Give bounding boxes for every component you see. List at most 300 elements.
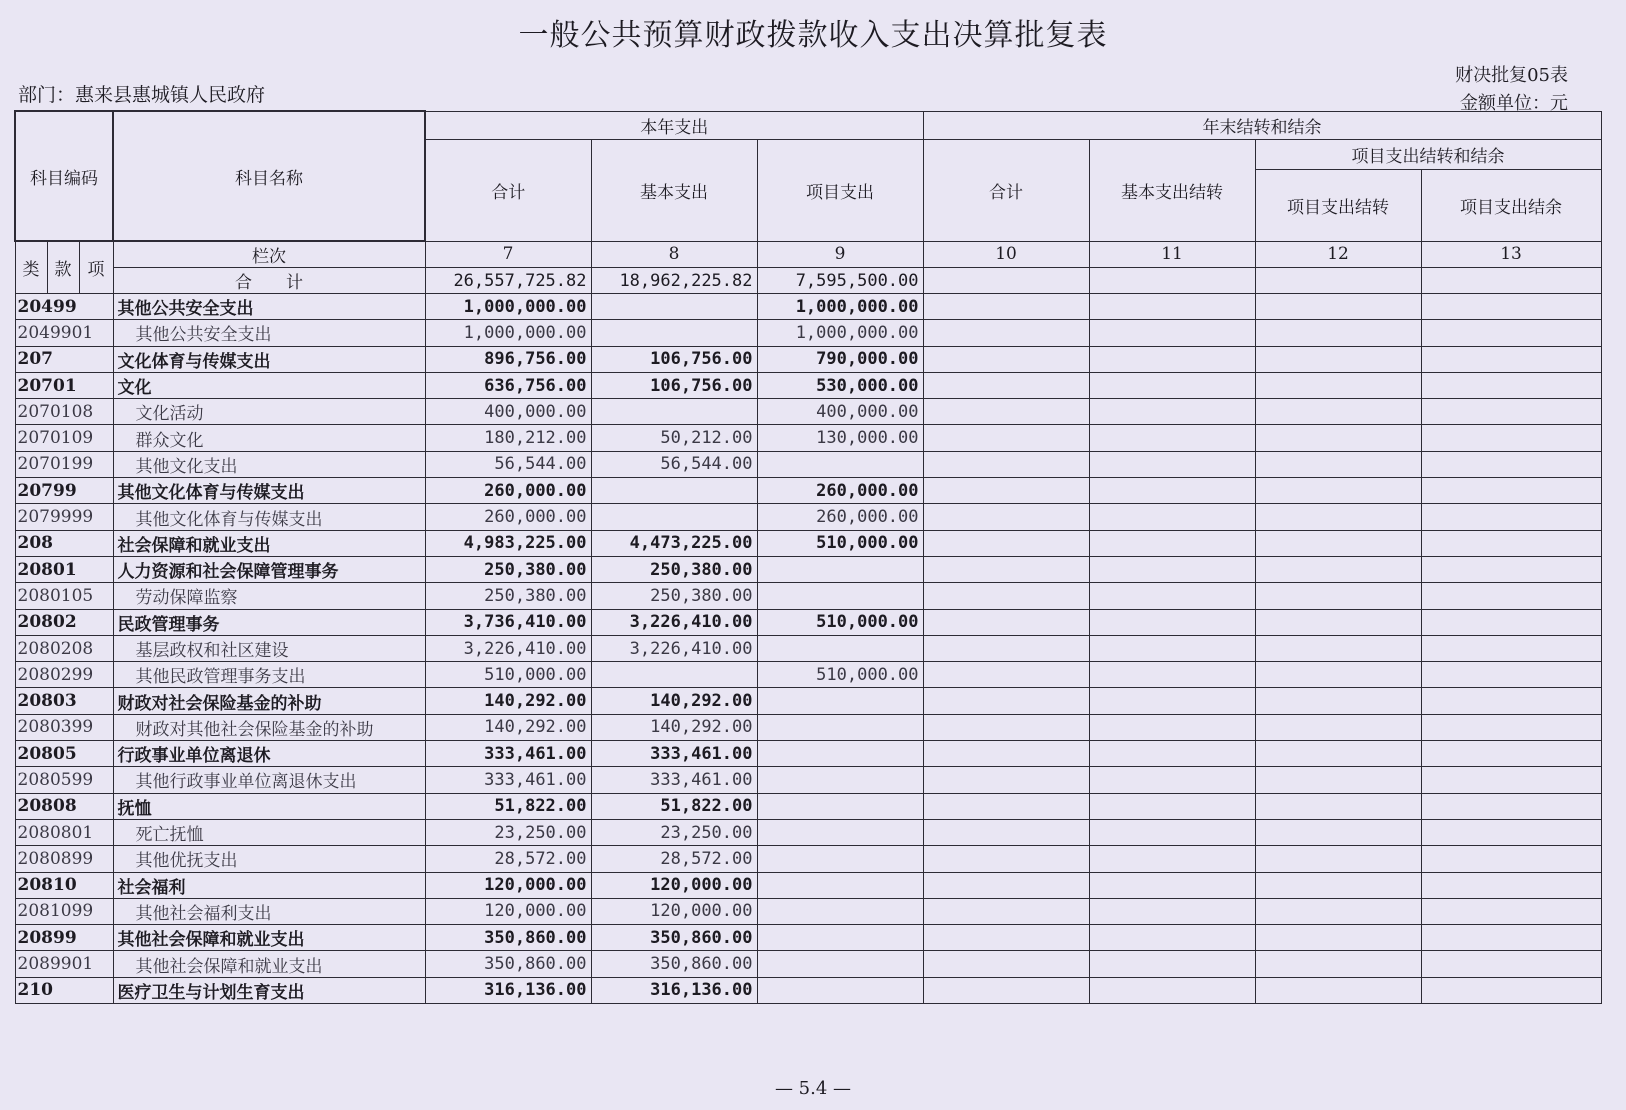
row-project: 530,000.00 — [757, 372, 923, 398]
row-empty-cell — [1255, 662, 1421, 688]
row-empty-cell — [1421, 425, 1601, 451]
row-empty-cell — [1255, 741, 1421, 767]
row-empty-cell — [1089, 372, 1255, 398]
row-project — [757, 451, 923, 477]
row-empty-cell — [1421, 898, 1601, 924]
row-total: 56,544.00 — [425, 451, 591, 477]
table-row — [15, 714, 1601, 740]
sum-total: 26,557,725.82 — [425, 268, 591, 294]
table-row — [15, 399, 1601, 425]
table-row — [15, 872, 1601, 898]
row-empty-cell — [1089, 451, 1255, 477]
row-empty-cell — [1089, 741, 1255, 767]
row-empty-cell — [923, 425, 1089, 451]
row-empty-cell — [923, 714, 1089, 740]
row-name: 其他社会保障和就业支出 — [113, 925, 425, 951]
row-empty-cell — [923, 320, 1089, 346]
sum-empty-cell — [1089, 268, 1255, 294]
row-project: 400,000.00 — [757, 399, 923, 425]
row-total: 4,983,225.00 — [425, 530, 591, 556]
row-project: 790,000.00 — [757, 346, 923, 372]
table-row — [15, 294, 1601, 320]
row-basic: 140,292.00 — [591, 714, 757, 740]
row-code: 2079999 — [15, 504, 113, 530]
row-empty-cell — [1255, 846, 1421, 872]
row-basic: 56,544.00 — [591, 451, 757, 477]
row-basic: 106,756.00 — [591, 346, 757, 372]
row-empty-cell — [1089, 346, 1255, 372]
row-code: 2070108 — [15, 399, 113, 425]
row-code: 20499 — [15, 294, 113, 320]
row-empty-cell — [923, 741, 1089, 767]
row-code: 2089901 — [15, 951, 113, 977]
row-empty-cell — [1421, 977, 1601, 1003]
header-project: 项目支出 — [757, 139, 923, 241]
col-num-13: 13 — [1421, 241, 1601, 268]
row-basic: 316,136.00 — [591, 977, 757, 1003]
row-empty-cell — [1255, 451, 1421, 477]
table-row — [15, 346, 1601, 372]
row-project — [757, 925, 923, 951]
row-total: 3,226,410.00 — [425, 635, 591, 661]
row-code: 20701 — [15, 372, 113, 398]
row-project — [757, 977, 923, 1003]
row-basic — [591, 504, 757, 530]
row-total: 140,292.00 — [425, 714, 591, 740]
row-name: 死亡抚恤 — [113, 819, 425, 845]
row-empty-cell — [1089, 767, 1255, 793]
sum-empty-cell — [1255, 268, 1421, 294]
row-name: 文化活动 — [113, 399, 425, 425]
table-row — [15, 846, 1601, 872]
table-row — [15, 662, 1601, 688]
header-project-carry: 项目支出结转 — [1255, 169, 1421, 241]
row-empty-cell — [1089, 504, 1255, 530]
row-project — [757, 793, 923, 819]
row-name: 民政管理事务 — [113, 609, 425, 635]
row-basic — [591, 662, 757, 688]
header-xiang: 项 — [79, 241, 113, 294]
row-code: 2080801 — [15, 819, 113, 845]
table-row — [15, 951, 1601, 977]
row-code: 20808 — [15, 793, 113, 819]
col-num-7: 7 — [425, 241, 591, 268]
row-total: 1,000,000.00 — [425, 294, 591, 320]
table-row — [15, 451, 1601, 477]
row-basic: 3,226,410.00 — [591, 635, 757, 661]
row-empty-cell — [1421, 846, 1601, 872]
row-name: 其他文化体育与传媒支出 — [113, 478, 425, 504]
row-empty-cell — [1421, 688, 1601, 714]
row-empty-cell — [1255, 951, 1421, 977]
row-name: 人力资源和社会保障管理事务 — [113, 556, 425, 582]
row-empty-cell — [1255, 819, 1421, 845]
row-empty-cell — [1421, 767, 1601, 793]
row-name: 劳动保障监察 — [113, 583, 425, 609]
row-empty-cell — [1089, 320, 1255, 346]
row-code: 207 — [15, 346, 113, 372]
row-empty-cell — [1255, 294, 1421, 320]
row-empty-cell — [1255, 372, 1421, 398]
row-name: 行政事业单位离退休 — [113, 741, 425, 767]
table-row — [15, 320, 1601, 346]
row-empty-cell — [1255, 688, 1421, 714]
row-empty-cell — [923, 346, 1089, 372]
row-empty-cell — [1255, 556, 1421, 582]
row-basic: 28,572.00 — [591, 846, 757, 872]
row-empty-cell — [923, 609, 1089, 635]
row-empty-cell — [923, 530, 1089, 556]
row-empty-cell — [1255, 609, 1421, 635]
table-row — [15, 583, 1601, 609]
row-empty-cell — [1255, 399, 1421, 425]
header-year-end-total: 合计 — [923, 139, 1089, 241]
row-total: 250,380.00 — [425, 556, 591, 582]
header-basic-carry: 基本支出结转 — [1089, 139, 1255, 241]
row-project — [757, 951, 923, 977]
row-empty-cell — [923, 662, 1089, 688]
row-empty-cell — [1089, 635, 1255, 661]
row-empty-cell — [1255, 320, 1421, 346]
row-empty-cell — [923, 767, 1089, 793]
row-name: 抚恤 — [113, 793, 425, 819]
row-empty-cell — [1089, 478, 1255, 504]
row-empty-cell — [1421, 294, 1601, 320]
row-empty-cell — [1089, 530, 1255, 556]
row-basic: 106,756.00 — [591, 372, 757, 398]
row-project — [757, 767, 923, 793]
row-empty-cell — [1089, 688, 1255, 714]
table-row — [15, 925, 1601, 951]
row-code: 2049901 — [15, 320, 113, 346]
row-code: 2080399 — [15, 714, 113, 740]
row-basic: 333,461.00 — [591, 741, 757, 767]
row-empty-cell — [1089, 793, 1255, 819]
budget-table — [14, 110, 1602, 1004]
header-total: 合计 — [425, 139, 591, 241]
row-empty-cell — [923, 372, 1089, 398]
row-total: 120,000.00 — [425, 898, 591, 924]
col-num-11: 11 — [1089, 241, 1255, 268]
row-empty-cell — [1421, 635, 1601, 661]
row-name: 文化 — [113, 372, 425, 398]
row-empty-cell — [1089, 846, 1255, 872]
row-code: 20805 — [15, 741, 113, 767]
row-empty-cell — [923, 819, 1089, 845]
row-basic: 350,860.00 — [591, 925, 757, 951]
row-total: 28,572.00 — [425, 846, 591, 872]
row-empty-cell — [923, 977, 1089, 1003]
table-row — [15, 741, 1601, 767]
row-total: 51,822.00 — [425, 793, 591, 819]
header-basic: 基本支出 — [591, 139, 757, 241]
row-name: 财政对社会保险基金的补助 — [113, 688, 425, 714]
row-empty-cell — [1089, 977, 1255, 1003]
row-empty-cell — [1089, 925, 1255, 951]
row-empty-cell — [923, 688, 1089, 714]
table-row — [15, 425, 1601, 451]
row-total: 260,000.00 — [425, 504, 591, 530]
sum-empty-cell — [923, 268, 1089, 294]
row-empty-cell — [1421, 662, 1601, 688]
row-empty-cell — [1421, 609, 1601, 635]
row-name: 其他公共安全支出 — [113, 294, 425, 320]
row-empty-cell — [1421, 925, 1601, 951]
row-total: 350,860.00 — [425, 951, 591, 977]
row-empty-cell — [1089, 583, 1255, 609]
row-name: 其他文化体育与传媒支出 — [113, 504, 425, 530]
row-empty-cell — [923, 793, 1089, 819]
row-empty-cell — [1089, 399, 1255, 425]
row-basic: 250,380.00 — [591, 556, 757, 582]
row-empty-cell — [1255, 872, 1421, 898]
row-empty-cell — [923, 635, 1089, 661]
table-row — [15, 635, 1601, 661]
row-empty-cell — [1421, 556, 1601, 582]
row-empty-cell — [1255, 898, 1421, 924]
table-row — [15, 898, 1601, 924]
row-project — [757, 688, 923, 714]
row-empty-cell — [923, 872, 1089, 898]
col-num-12: 12 — [1255, 241, 1421, 268]
row-code: 2070109 — [15, 425, 113, 451]
row-project — [757, 872, 923, 898]
page-title: 一般公共预算财政拨款收入支出决算批复表 — [518, 18, 1108, 53]
row-empty-cell — [1089, 609, 1255, 635]
row-basic: 23,250.00 — [591, 819, 757, 845]
row-total: 180,212.00 — [425, 425, 591, 451]
row-code: 210 — [15, 977, 113, 1003]
row-empty-cell — [1255, 977, 1421, 1003]
row-code: 20803 — [15, 688, 113, 714]
row-basic: 333,461.00 — [591, 767, 757, 793]
row-name: 群众文化 — [113, 425, 425, 451]
row-total: 896,756.00 — [425, 346, 591, 372]
row-empty-cell — [1421, 793, 1601, 819]
row-empty-cell — [923, 951, 1089, 977]
table-row — [15, 372, 1601, 398]
row-code: 2080208 — [15, 635, 113, 661]
row-code: 208 — [15, 530, 113, 556]
row-code: 2080105 — [15, 583, 113, 609]
row-project — [757, 583, 923, 609]
row-basic: 3,226,410.00 — [591, 609, 757, 635]
row-empty-cell — [1255, 583, 1421, 609]
row-empty-cell — [1255, 767, 1421, 793]
row-empty-cell — [1089, 714, 1255, 740]
row-empty-cell — [1255, 478, 1421, 504]
table-row — [15, 478, 1601, 504]
row-basic: 51,822.00 — [591, 793, 757, 819]
row-total: 260,000.00 — [425, 478, 591, 504]
row-project: 510,000.00 — [757, 662, 923, 688]
row-basic: 250,380.00 — [591, 583, 757, 609]
row-empty-cell — [923, 504, 1089, 530]
row-empty-cell — [923, 583, 1089, 609]
row-total: 316,136.00 — [425, 977, 591, 1003]
row-empty-cell — [923, 898, 1089, 924]
table-row — [15, 977, 1601, 1003]
row-total: 400,000.00 — [425, 399, 591, 425]
sum-project: 7,595,500.00 — [757, 268, 923, 294]
row-total: 510,000.00 — [425, 662, 591, 688]
row-basic — [591, 294, 757, 320]
header-name: 科目名称 — [113, 111, 425, 241]
row-empty-cell — [1421, 320, 1601, 346]
row-total: 250,380.00 — [425, 583, 591, 609]
form-number: 财决批复05表 — [1455, 65, 1568, 86]
sum-label: 合 计 — [113, 268, 425, 294]
table-row — [15, 556, 1601, 582]
row-empty-cell — [1421, 399, 1601, 425]
amount-unit: 金额单位：元 — [1460, 93, 1568, 114]
row-total: 3,736,410.00 — [425, 609, 591, 635]
row-project — [757, 714, 923, 740]
row-project: 510,000.00 — [757, 609, 923, 635]
row-empty-cell — [1421, 478, 1601, 504]
row-empty-cell — [923, 399, 1089, 425]
row-project: 1,000,000.00 — [757, 294, 923, 320]
row-basic: 350,860.00 — [591, 951, 757, 977]
row-code: 2070199 — [15, 451, 113, 477]
col-num-8: 8 — [591, 241, 757, 268]
row-basic: 4,473,225.00 — [591, 530, 757, 556]
row-empty-cell — [1089, 898, 1255, 924]
row-empty-cell — [1421, 530, 1601, 556]
header-lanci: 栏次 — [113, 241, 425, 268]
header-year-end: 年末结转和结余 — [923, 111, 1601, 139]
row-empty-cell — [923, 925, 1089, 951]
row-project: 260,000.00 — [757, 504, 923, 530]
row-project — [757, 898, 923, 924]
row-project — [757, 556, 923, 582]
header-lei: 类 — [15, 241, 47, 294]
row-basic: 50,212.00 — [591, 425, 757, 451]
row-name: 社会福利 — [113, 872, 425, 898]
row-project: 130,000.00 — [757, 425, 923, 451]
row-empty-cell — [1421, 583, 1601, 609]
row-basic — [591, 320, 757, 346]
sum-empty-cell — [1421, 268, 1601, 294]
row-total: 120,000.00 — [425, 872, 591, 898]
row-name: 财政对其他社会保险基金的补助 — [113, 714, 425, 740]
row-code: 20802 — [15, 609, 113, 635]
table-row — [15, 793, 1601, 819]
row-empty-cell — [1255, 714, 1421, 740]
row-total: 350,860.00 — [425, 925, 591, 951]
table-row — [15, 530, 1601, 556]
row-empty-cell — [923, 451, 1089, 477]
row-empty-cell — [1421, 504, 1601, 530]
row-empty-cell — [923, 478, 1089, 504]
row-empty-cell — [1421, 451, 1601, 477]
row-project — [757, 741, 923, 767]
row-name: 其他公共安全支出 — [113, 320, 425, 346]
row-empty-cell — [1089, 951, 1255, 977]
header-project-carry-group: 项目支出结转和结余 — [1255, 139, 1601, 169]
row-empty-cell — [1255, 425, 1421, 451]
row-total: 140,292.00 — [425, 688, 591, 714]
row-empty-cell — [1421, 872, 1601, 898]
row-code: 2081099 — [15, 898, 113, 924]
row-empty-cell — [1089, 425, 1255, 451]
table-row — [15, 767, 1601, 793]
row-code: 2080899 — [15, 846, 113, 872]
row-code: 20899 — [15, 925, 113, 951]
row-empty-cell — [1255, 635, 1421, 661]
row-code: 2080299 — [15, 662, 113, 688]
header-kuan: 款 — [47, 241, 79, 294]
row-empty-cell — [1089, 294, 1255, 320]
row-name: 其他文化支出 — [113, 451, 425, 477]
row-total: 23,250.00 — [425, 819, 591, 845]
table-row — [15, 504, 1601, 530]
row-empty-cell — [1089, 872, 1255, 898]
table-row — [15, 688, 1601, 714]
row-empty-cell — [1255, 504, 1421, 530]
row-empty-cell — [1421, 819, 1601, 845]
row-project: 1,000,000.00 — [757, 320, 923, 346]
row-project — [757, 635, 923, 661]
col-num-9: 9 — [757, 241, 923, 268]
row-name: 其他社会福利支出 — [113, 898, 425, 924]
row-name: 医疗卫生与计划生育支出 — [113, 977, 425, 1003]
table-row — [15, 819, 1601, 845]
row-basic — [591, 399, 757, 425]
row-empty-cell — [1255, 530, 1421, 556]
row-total: 333,461.00 — [425, 767, 591, 793]
row-name: 社会保障和就业支出 — [113, 530, 425, 556]
row-code: 20799 — [15, 478, 113, 504]
row-project: 260,000.00 — [757, 478, 923, 504]
row-empty-cell — [1421, 741, 1601, 767]
row-project: 510,000.00 — [757, 530, 923, 556]
row-code: 20810 — [15, 872, 113, 898]
row-total: 636,756.00 — [425, 372, 591, 398]
row-empty-cell — [1089, 556, 1255, 582]
row-code: 20801 — [15, 556, 113, 582]
row-total: 1,000,000.00 — [425, 320, 591, 346]
row-empty-cell — [1089, 819, 1255, 845]
row-empty-cell — [1255, 925, 1421, 951]
row-empty-cell — [1421, 372, 1601, 398]
row-empty-cell — [1421, 714, 1601, 740]
row-basic — [591, 478, 757, 504]
row-empty-cell — [1421, 951, 1601, 977]
row-project — [757, 846, 923, 872]
header-this-year: 本年支出 — [425, 111, 923, 139]
sum-basic: 18,962,225.82 — [591, 268, 757, 294]
row-empty-cell — [1255, 793, 1421, 819]
row-name: 其他优抚支出 — [113, 846, 425, 872]
row-basic: 120,000.00 — [591, 872, 757, 898]
row-name: 其他社会保障和就业支出 — [113, 951, 425, 977]
header-code: 科目编码 — [15, 111, 113, 241]
row-code: 2080599 — [15, 767, 113, 793]
row-basic: 140,292.00 — [591, 688, 757, 714]
row-name: 其他民政管理事务支出 — [113, 662, 425, 688]
col-num-10: 10 — [923, 241, 1089, 268]
page-number: — 5.4 — — [774, 1078, 852, 1099]
row-empty-cell — [1421, 346, 1601, 372]
row-empty-cell — [923, 556, 1089, 582]
row-empty-cell — [1089, 662, 1255, 688]
row-total: 333,461.00 — [425, 741, 591, 767]
row-name: 基层政权和社区建设 — [113, 635, 425, 661]
row-name: 其他行政事业单位离退休支出 — [113, 767, 425, 793]
row-basic: 120,000.00 — [591, 898, 757, 924]
row-empty-cell — [923, 294, 1089, 320]
